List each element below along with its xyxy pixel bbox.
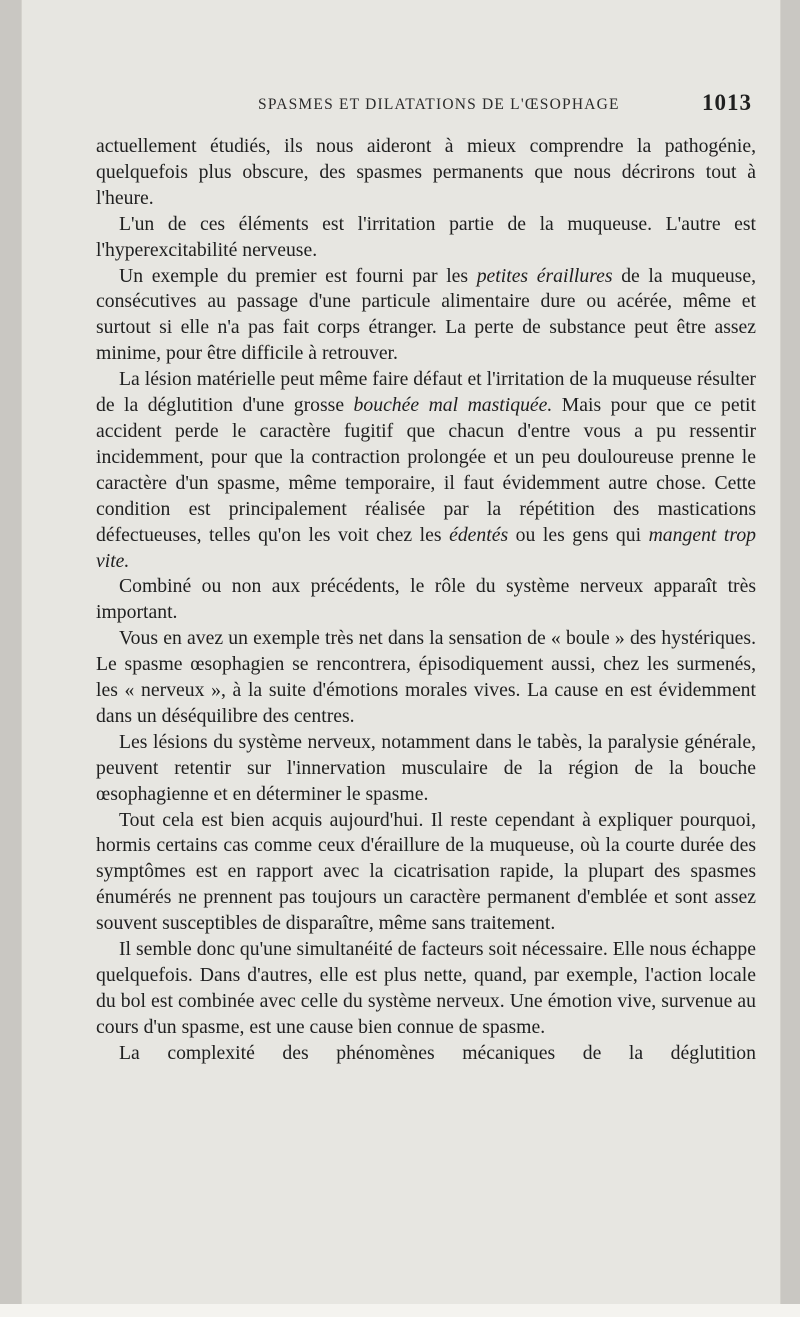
running-head-title: SPASMES ET DILATATIONS DE L'ŒSOPHAGE <box>258 96 620 113</box>
paragraph-10 <box>96 1041 756 1067</box>
paragraph-8 <box>96 808 756 938</box>
paragraph-5 <box>96 574 756 626</box>
paragraph-2-text: L'un de ces éléments est l'irritation partie de la muqueuse. L'autre est l'hyperexcitabilité nerveuse. <box>96 212 756 261</box>
paragraph-7 <box>96 730 756 808</box>
paragraph-3-text-a: Un exemple du premier est fourni par les <box>119 264 477 287</box>
paragraph-9-text: Il semble donc qu'une simultanéité de facteurs soit nécessaire. Elle nous échappe quelquefois. Dans d'autres, elle est plus nette, quand, par exemple, l'action locale du bol est combinée avec celle du système nerveux. Une émotion vive, survenue au cours d'un spasme, est une cause bien connue de spasme. <box>96 938 756 1038</box>
book-page <box>22 0 780 1304</box>
paragraph-4-italic-mangent: mangent trop vite. <box>96 523 757 572</box>
page-bottom-edge <box>0 1304 800 1317</box>
running-head <box>22 90 780 120</box>
paragraph-7-text: Les lésions du système nerveux, notamment dans le tabès, la paralysie générale, peuvent retentir sur l'innervation musculaire de la région de la bouche œsophagienne et en déterminer le spasme. <box>96 730 756 805</box>
paragraph-4-italic-edentes: édentés <box>449 523 509 546</box>
paragraph-1 <box>96 134 756 212</box>
paragraph-4-italic-bouchee: bouchée mal mastiquée. <box>353 394 553 417</box>
page-number: 1013 <box>702 90 752 115</box>
paragraph-9 <box>96 937 756 1041</box>
paragraph-4-text-b: Mais pour que ce petit accident perde le caractère fugitif que chacun d'entre vous a pu ressentir incidemment, pour que la contraction prolongée et un peu douloureuse prenne le caractère d'un spasme, même temporaire, il faut évidemment autre chose. Cette condition est principalement réalisée par la répétition des mastications défectueuses, telles qu'on les voit chez les <box>96 394 756 546</box>
paragraph-2 <box>96 212 756 264</box>
paragraph-6-text: Vous en avez un exemple très net dans la sensation de « boule » des hystériques. Le spasme œsophagien se rencontrera, épisodiquement aussi, chez les surmenés, les « nerveux », à la suite d'émotions morales vives. La cause en est évidemment dans un déséquilibre des centres. <box>96 627 756 727</box>
paragraph-3 <box>96 264 756 368</box>
paragraph-3-text-b: de la muqueuse, consécutives au passage d'une particule alimentaire dure ou acérée, même et surtout si elle n'a pas fait corps étranger. La perte de substance peut être assez minime, pour être difficile à retrouver. <box>96 264 756 365</box>
paragraph-8-text: Tout cela est bien acquis aujourd'hui. Il reste cependant à expliquer pourquoi, hormis certains cas comme ceux d'éraillure de la muqueuse, où la courte durée des symptômes est en rapport avec la cicatrisation rapide, la plupart des spasmes énumérés ne prennent pas toujours un caractère permanent d'emblée et sont assez souvent susceptibles de disparaître, même sans traitement. <box>96 808 756 935</box>
paragraph-4-text-c: ou les gens qui <box>508 523 649 546</box>
paragraph-4-text-a: La lésion matérielle peut même faire défaut et l'irritation de la muqueuse résulter de la déglutition d'une grosse <box>96 368 756 417</box>
paragraph-4 <box>96 367 756 574</box>
paragraph-10-text: La complexité des phénomènes mécaniques de la déglutition <box>119 1041 756 1064</box>
paragraph-1-text: actuellement étudiés, ils nous aideront à mieux comprendre la pathogénie, quelquefois plus obscure, des spasmes permanents que nous décrirons tout à l'heure. <box>96 135 756 209</box>
paragraph-5-text: Combiné ou non aux précédents, le rôle du système nerveux apparaît très important. <box>96 575 756 624</box>
body-text <box>96 134 756 1067</box>
paragraph-6 <box>96 626 756 730</box>
paragraph-3-italic-petites-eraillures: petites éraillures <box>476 264 613 287</box>
